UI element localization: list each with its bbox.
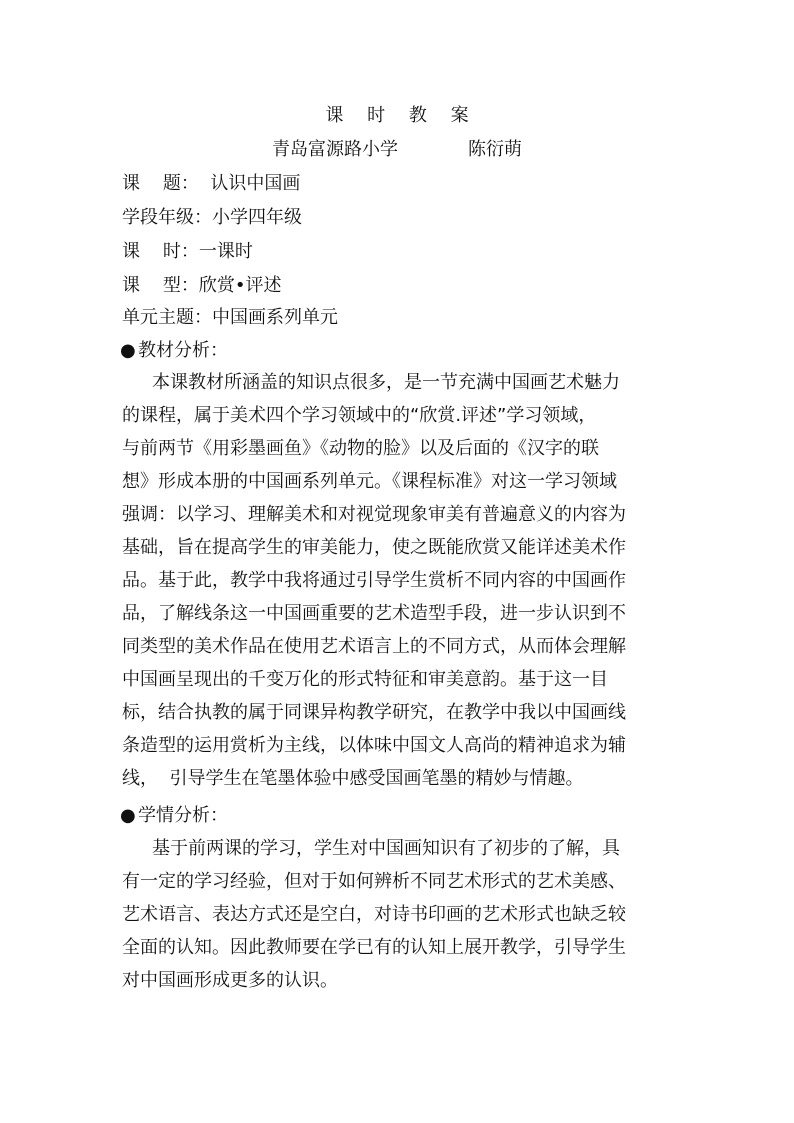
- field-topic: [122, 172, 300, 196]
- field-period: [122, 240, 253, 264]
- field-label: 课 时：: [122, 241, 199, 262]
- paragraph-line: 本课教材所涵盖的知识点很多，是一节充满中国画艺术魅力: [152, 372, 620, 393]
- section-heading-textbook-analysis: [120, 339, 228, 363]
- author-name: 陈衍萌: [468, 139, 522, 160]
- paragraph-line: 线， 引导学生在笔墨体验中感受国画笔墨的精妙与情趣。: [122, 768, 584, 789]
- paragraph-line: 品，了解线条这一中国画重要的艺术造型手段，进一步认识到不: [122, 603, 626, 624]
- paragraph-line: 中国画呈现出的千变万化的形式特征和审美意韵。基于这一目: [122, 669, 608, 690]
- field-value: 中国画系列单元: [212, 307, 338, 328]
- document-title: [0, 104, 794, 128]
- bullet-icon: ●: [120, 805, 136, 826]
- paragraph-line: 标，结合执教的属于同课异构教学研究，在教学中我以中国画线: [122, 702, 626, 723]
- paragraph-line: 艺术语言、表达方式还是空白，对诗书印画的艺术形式也缺乏较: [122, 904, 626, 925]
- paragraph-line: 对中国画形成更多的认识。: [122, 970, 338, 991]
- paragraph-line: 基于前两课的学习，学生对中国画知识有了初步的了解，具: [152, 838, 620, 859]
- section-heading-text: 学情分析：: [138, 805, 228, 826]
- document-subtitle: [0, 138, 794, 162]
- paragraph-line: 品。基于此，教学中我将通过引导学生赏析不同内容的中国画作: [122, 570, 626, 591]
- paragraph-line: 有一定的学习经验，但对于如何辨析不同艺术形式的艺术美感、: [122, 871, 626, 892]
- field-type: [122, 274, 282, 298]
- field-grade: [122, 206, 302, 230]
- paragraph-line: 与前两节《用彩墨画鱼》《动物的脸》以及后面的《汉字的联: [122, 438, 599, 459]
- paragraph-line: 的课程，属于美术四个学习领域中的“欣赏.评述”学习领域，: [122, 405, 597, 426]
- paragraph-line: 条造型的运用赏析为主线，以体味中国文人高尚的精神追求为辅: [122, 735, 626, 756]
- bullet-icon: ●: [120, 340, 136, 361]
- paragraph-line: 基础，旨在提高学生的审美能力，使之既能欣赏又能详述美术作: [122, 537, 626, 558]
- field-value: 一课时: [198, 241, 253, 262]
- field-unit-theme: [122, 306, 338, 330]
- paragraph-line: 全面的认知。因此教师要在学已有的认知上展开教学，引导学生: [122, 937, 626, 958]
- field-value: 小学四年级: [212, 207, 302, 228]
- paragraph-line: 同类型的美术作品在使用艺术语言上的不同方式，从而体会理解: [122, 636, 626, 657]
- school-name: 青岛富源路小学: [272, 139, 398, 160]
- field-label: 单元主题：: [122, 307, 212, 328]
- title-text: 课 时 教 案: [325, 105, 469, 126]
- section-heading-text: 教材分析：: [138, 340, 228, 361]
- field-label: 课 型：: [122, 275, 199, 296]
- field-label: 课 题：: [122, 173, 199, 194]
- field-value: 欣赏•评述: [198, 275, 282, 296]
- textbook-analysis-paragraph: [122, 366, 678, 795]
- section-heading-student-analysis: [120, 804, 228, 828]
- paragraph-line: 想》形成本册的中国画系列单元。《课程标准》对这一学习领域: [122, 471, 617, 492]
- field-label: 学段年级：: [122, 207, 212, 228]
- paragraph-line: 强调：以学习、理解美术和对视觉现象审美有普遍意义的内容为: [122, 504, 626, 525]
- student-analysis-paragraph: [122, 832, 678, 997]
- field-value: 认识中国画: [198, 173, 301, 194]
